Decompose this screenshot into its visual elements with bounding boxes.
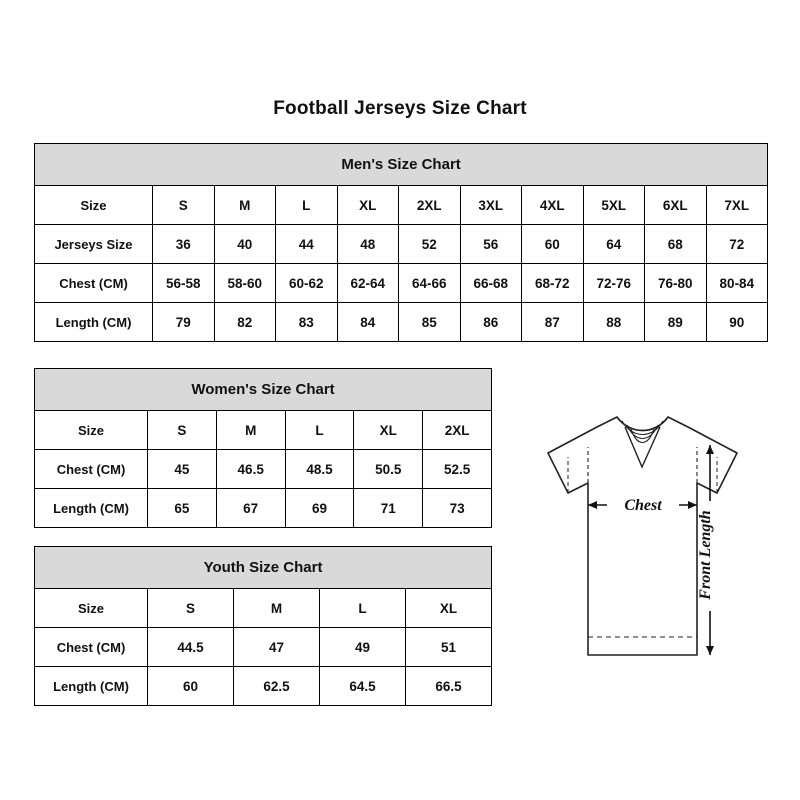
row-label: Length (CM): [35, 667, 148, 706]
cell: 52.5: [423, 450, 492, 489]
cell: 73: [423, 489, 492, 528]
cell: 72-76: [583, 264, 645, 303]
youth-caption: Youth Size Chart: [35, 547, 492, 589]
cell: 50.5: [354, 450, 423, 489]
table-caption-row: [35, 547, 492, 589]
cell: 40: [214, 225, 276, 264]
cell: 56: [460, 225, 522, 264]
cell: 60: [148, 667, 234, 706]
cell: 71: [354, 489, 423, 528]
cell: 60-62: [276, 264, 338, 303]
cell: S: [153, 186, 215, 225]
row-label: Length (CM): [35, 303, 153, 342]
cell: XL: [337, 186, 399, 225]
cell: L: [276, 186, 338, 225]
cell: XL: [354, 411, 423, 450]
cell: 82: [214, 303, 276, 342]
table-caption-row: [35, 369, 492, 411]
cell: 5XL: [583, 186, 645, 225]
cell: L: [285, 411, 354, 450]
cell: 80-84: [706, 264, 768, 303]
table-caption-row: [35, 144, 768, 186]
cell: 44: [276, 225, 338, 264]
cell: M: [216, 411, 285, 450]
chest-measure-label: Chest: [624, 497, 662, 514]
cell: 4XL: [522, 186, 584, 225]
cell: 62-64: [337, 264, 399, 303]
cell: 87: [522, 303, 584, 342]
cell: 64-66: [399, 264, 461, 303]
cell: 3XL: [460, 186, 522, 225]
cell: S: [148, 411, 217, 450]
cell: 85: [399, 303, 461, 342]
youth-size-chart-table: [34, 546, 492, 706]
table-row: [35, 589, 492, 628]
cell: 7XL: [706, 186, 768, 225]
row-label: Size: [35, 186, 153, 225]
cell: 67: [216, 489, 285, 528]
table-row: [35, 225, 768, 264]
cell: 45: [148, 450, 217, 489]
cell: 79: [153, 303, 215, 342]
cell: 51: [406, 628, 492, 667]
cell: 6XL: [645, 186, 707, 225]
table-row: [35, 186, 768, 225]
cell: L: [320, 589, 406, 628]
mens-size-chart-table: [34, 143, 768, 342]
cell: 76-80: [645, 264, 707, 303]
cell: 64.5: [320, 667, 406, 706]
cell: 88: [583, 303, 645, 342]
table-row: [35, 489, 492, 528]
cell: 49: [320, 628, 406, 667]
cell: 69: [285, 489, 354, 528]
row-label: Length (CM): [35, 489, 148, 528]
table-row: [35, 264, 768, 303]
cell: 62.5: [234, 667, 320, 706]
cell: 90: [706, 303, 768, 342]
cell: 47: [234, 628, 320, 667]
cell: 56-58: [153, 264, 215, 303]
page-title: Football Jerseys Size Chart: [273, 98, 527, 119]
cell: M: [214, 186, 276, 225]
womens-size-chart-table: [34, 368, 492, 528]
womens-caption: Women's Size Chart: [35, 369, 492, 411]
cell: 68-72: [522, 264, 584, 303]
cell: 65: [148, 489, 217, 528]
cell: 2XL: [399, 186, 461, 225]
cell: 68: [645, 225, 707, 264]
cell: 46.5: [216, 450, 285, 489]
cell: 86: [460, 303, 522, 342]
table-row: [35, 303, 768, 342]
table-row: [35, 450, 492, 489]
cell: 66-68: [460, 264, 522, 303]
cell: 83: [276, 303, 338, 342]
cell: XL: [406, 589, 492, 628]
row-label: Chest (CM): [35, 628, 148, 667]
jersey-measurement-diagram: [505, 405, 780, 695]
cell: M: [234, 589, 320, 628]
row-label: Jerseys Size: [35, 225, 153, 264]
cell: 2XL: [423, 411, 492, 450]
cell: 64: [583, 225, 645, 264]
cell: 60: [522, 225, 584, 264]
cell: 66.5: [406, 667, 492, 706]
row-label: Chest (CM): [35, 264, 153, 303]
cell: 58-60: [214, 264, 276, 303]
cell: 84: [337, 303, 399, 342]
table-row: [35, 628, 492, 667]
cell: 48: [337, 225, 399, 264]
cell: 89: [645, 303, 707, 342]
cell: 36: [153, 225, 215, 264]
cell: 48.5: [285, 450, 354, 489]
cell: 52: [399, 225, 461, 264]
cell: 44.5: [148, 628, 234, 667]
table-row: [35, 411, 492, 450]
cell: 72: [706, 225, 768, 264]
mens-caption: Men's Size Chart: [35, 144, 768, 186]
row-label: Chest (CM): [35, 450, 148, 489]
front-length-measure-label: Front Length: [697, 510, 714, 600]
row-label: Size: [35, 589, 148, 628]
table-row: [35, 667, 492, 706]
length-arrow-bottom: [706, 646, 714, 655]
row-label: Size: [35, 411, 148, 450]
cell: S: [148, 589, 234, 628]
